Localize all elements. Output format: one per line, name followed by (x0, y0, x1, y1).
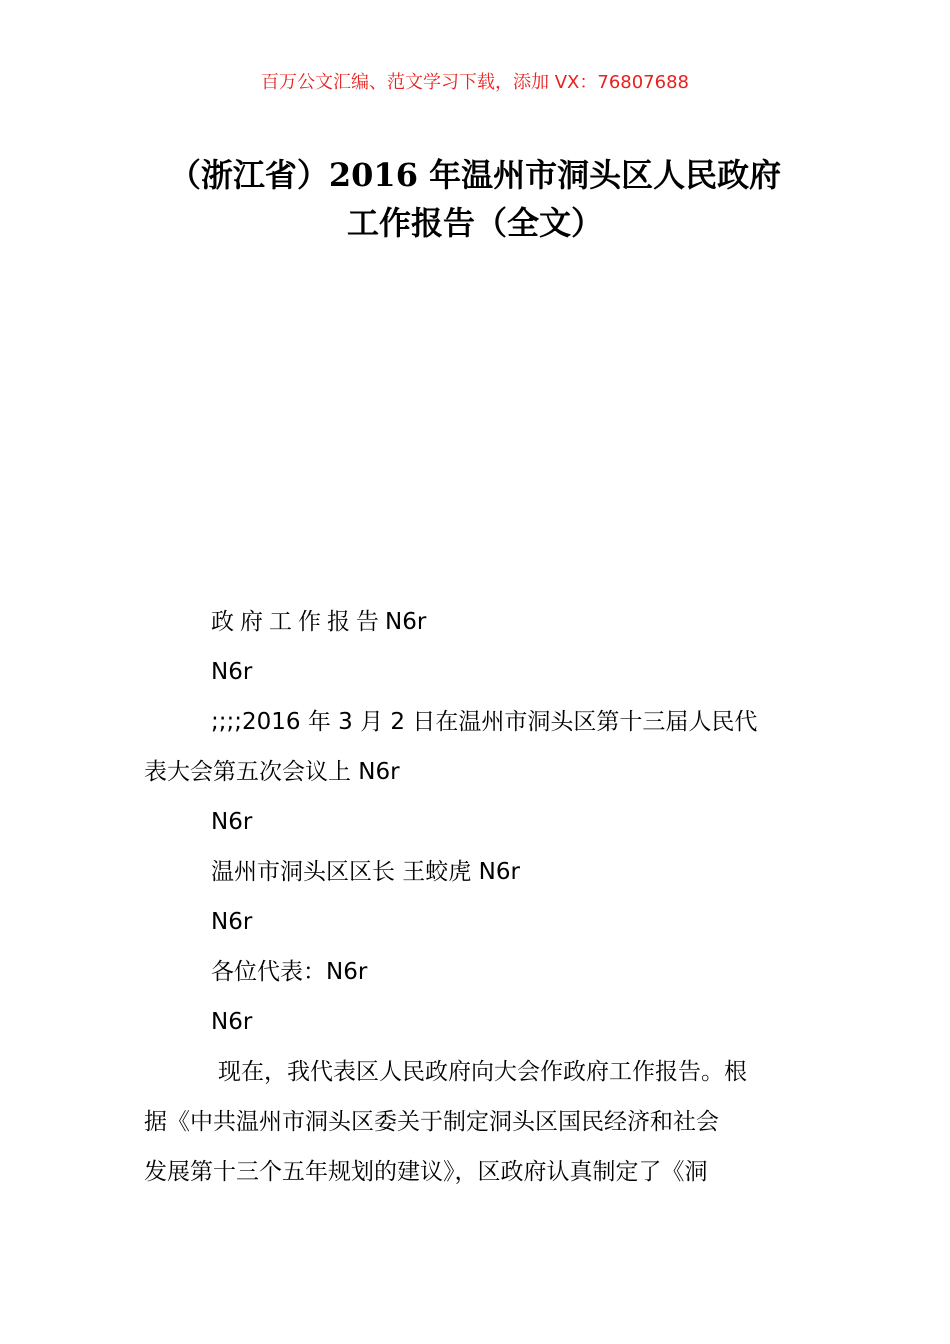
document-title-line-1: （浙江省）2016 年温州市洞头区人民政府 (168, 156, 782, 194)
date-line-continued: 表大会第五次会议上 N6r (144, 759, 400, 785)
blank-marker: N6r (211, 909, 253, 935)
speaker-line: 温州市洞头区区长 王蛟虎 N6r (211, 859, 520, 885)
paragraph-line: 发展第十三个五年规划的建议》，区政府认真制定了《洞 (144, 1159, 708, 1185)
document-body (144, 597, 808, 1197)
greeting-line: 各位代表：N6r (211, 959, 368, 985)
report-heading-tail: N6r (385, 609, 427, 635)
paragraph-line: 据《中共温州市洞头区委关于制定洞头区国民经济和社会 (144, 1109, 719, 1135)
report-heading (144, 597, 808, 647)
document-title-line-2: 工作报告（全文） (346, 204, 603, 242)
paragraph-line: 现在，我代表区人民政府向大会作政府工作报告。根 (218, 1059, 747, 1085)
blank-marker: N6r (211, 659, 253, 685)
report-heading-main: 政府工作报告 (211, 609, 385, 635)
blank-marker: N6r (211, 809, 253, 835)
date-line: ;;;;2016 年 3 月 2 日在温州市洞头区第十三届人民代 (211, 709, 758, 735)
header-note: 百万公文汇编、范文学习下载，添加 VX：76807688 (261, 72, 689, 93)
blank-marker: N6r (211, 1009, 253, 1035)
